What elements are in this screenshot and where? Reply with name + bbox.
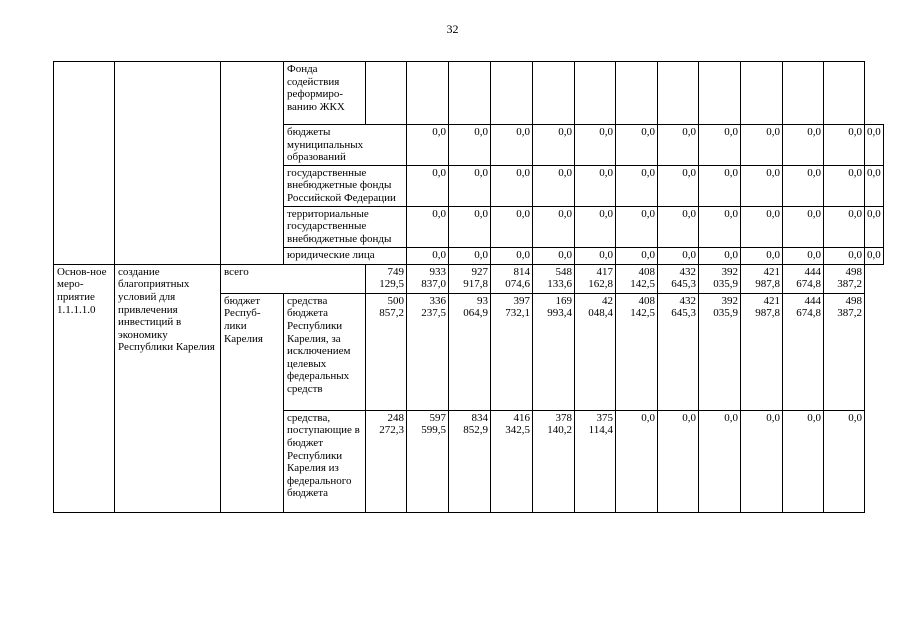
value-cell: 0,0 xyxy=(449,125,491,166)
source-label: средства бюджета Республики Карелия, за исключением целевых федеральных средств xyxy=(284,293,366,410)
value-cell: 0,0 xyxy=(824,410,865,512)
value-cell: 0,0 xyxy=(407,165,449,206)
value-cell: 0,0 xyxy=(616,206,658,247)
value-cell: 93 064,9 xyxy=(449,293,491,410)
value-cell: 416 342,5 xyxy=(491,410,533,512)
value-cell: 336 237,5 xyxy=(407,293,449,410)
value-cell: 0,0 xyxy=(741,125,783,166)
value-cell: 0,0 xyxy=(575,206,616,247)
value-cell: 421 987,8 xyxy=(741,264,783,293)
value-cell: 0,0 xyxy=(491,206,533,247)
source-label: бюджеты муниципальных образований xyxy=(284,125,407,166)
value-cell: 0,0 xyxy=(824,247,865,264)
value-cell xyxy=(741,62,783,125)
value-cell: 0,0 xyxy=(575,125,616,166)
value-cell: 432 645,3 xyxy=(658,264,699,293)
total-label: всего xyxy=(221,264,366,293)
value-cell: 927 917,8 xyxy=(449,264,491,293)
value-cell: 42 048,4 xyxy=(575,293,616,410)
value-cell: 0,0 xyxy=(533,247,575,264)
value-cell: 0,0 xyxy=(449,206,491,247)
value-cell: 498 387,2 xyxy=(824,293,865,410)
value-cell: 0,0 xyxy=(824,206,865,247)
value-cell: 0,0 xyxy=(491,165,533,206)
value-cell: 0,0 xyxy=(699,125,741,166)
value-cell: 0,0 xyxy=(783,125,824,166)
value-cell: 375 114,4 xyxy=(575,410,616,512)
source-group-cell-blank xyxy=(221,62,284,265)
value-cell: 0,0 xyxy=(616,410,658,512)
status-cell-blank xyxy=(54,62,115,265)
page-number: 32 xyxy=(446,22,459,36)
value-cell: 0,0 xyxy=(865,247,884,264)
value-cell: 0,0 xyxy=(658,206,699,247)
value-cell xyxy=(449,62,491,125)
value-cell: 432 645,3 xyxy=(658,293,699,410)
table-row-fund-housing xyxy=(54,62,884,125)
value-cell: 0,0 xyxy=(741,410,783,512)
value-cell: 548 133,6 xyxy=(533,264,575,293)
value-cell: 498 387,2 xyxy=(824,264,865,293)
value-cell: 0,0 xyxy=(658,247,699,264)
value-cell: 0,0 xyxy=(533,125,575,166)
value-cell: 0,0 xyxy=(407,206,449,247)
value-cell: 0,0 xyxy=(575,165,616,206)
value-cell: 417 162,8 xyxy=(575,264,616,293)
source-label: государственные внебюджетные фонды Российской Федерации xyxy=(284,165,407,206)
value-cell: 0,0 xyxy=(783,206,824,247)
value-cell xyxy=(491,62,533,125)
value-cell: 0,0 xyxy=(491,247,533,264)
value-cell: 0,0 xyxy=(865,125,884,166)
value-cell: 0,0 xyxy=(783,247,824,264)
value-cell: 0,0 xyxy=(741,247,783,264)
value-cell: 408 142,5 xyxy=(616,293,658,410)
value-cell: 378 140,2 xyxy=(533,410,575,512)
value-cell: 933 837,0 xyxy=(407,264,449,293)
value-cell: 0,0 xyxy=(449,165,491,206)
value-cell: 0,0 xyxy=(865,165,884,206)
value-cell: 0,0 xyxy=(575,247,616,264)
value-cell: 597 599,5 xyxy=(407,410,449,512)
value-cell: 0,0 xyxy=(449,247,491,264)
value-cell: 0,0 xyxy=(699,247,741,264)
activity-status-cell: Основ-ное меро-приятие 1.1.1.1.0 xyxy=(54,264,115,512)
value-cell: 392 035,9 xyxy=(699,293,741,410)
value-cell: 0,0 xyxy=(407,125,449,166)
value-cell: 0,0 xyxy=(865,206,884,247)
value-cell xyxy=(616,62,658,125)
value-cell: 0,0 xyxy=(616,165,658,206)
value-cell: 0,0 xyxy=(741,206,783,247)
value-cell: 248 272,3 xyxy=(366,410,407,512)
value-cell: 0,0 xyxy=(533,206,575,247)
value-cell: 0,0 xyxy=(491,125,533,166)
value-cell: 0,0 xyxy=(783,165,824,206)
value-cell: 0,0 xyxy=(533,165,575,206)
value-cell: 0,0 xyxy=(616,247,658,264)
value-cell xyxy=(699,62,741,125)
value-cell: 500 857,2 xyxy=(366,293,407,410)
value-cell: 444 674,8 xyxy=(783,293,824,410)
value-cell: 392 035,9 xyxy=(699,264,741,293)
value-cell: 421 987,8 xyxy=(741,293,783,410)
value-cell xyxy=(575,62,616,125)
value-cell xyxy=(824,62,865,125)
value-cell: 0,0 xyxy=(658,125,699,166)
value-cell: 0,0 xyxy=(824,125,865,166)
value-cell: 397 732,1 xyxy=(491,293,533,410)
value-cell: 0,0 xyxy=(741,165,783,206)
budget-group-label: бюджет Респуб-лики Карелия xyxy=(221,293,284,512)
value-cell xyxy=(533,62,575,125)
value-cell: 0,0 xyxy=(824,165,865,206)
value-cell xyxy=(366,62,407,125)
value-cell: 0,0 xyxy=(407,247,449,264)
value-cell: 169 993,4 xyxy=(533,293,575,410)
value-cell xyxy=(783,62,824,125)
value-cell: 0,0 xyxy=(616,125,658,166)
value-cell xyxy=(407,62,449,125)
value-cell: 0,0 xyxy=(699,410,741,512)
value-cell: 0,0 xyxy=(783,410,824,512)
value-cell: 749 129,5 xyxy=(366,264,407,293)
value-cell: 0,0 xyxy=(658,165,699,206)
source-label: средства, поступающие в бюджет Республики Карелия из федерального бюджета xyxy=(284,410,366,512)
value-cell: 0,0 xyxy=(699,165,741,206)
name-cell-blank xyxy=(115,62,221,265)
value-cell xyxy=(658,62,699,125)
table-row-total xyxy=(54,264,884,293)
value-cell: 814 074,6 xyxy=(491,264,533,293)
activity-name-cell: создание благоприятных условий для привлечения инвестиций в экономику Республики Карелия xyxy=(115,264,221,512)
value-cell: 0,0 xyxy=(658,410,699,512)
budget-table xyxy=(53,61,884,513)
value-cell: 408 142,5 xyxy=(616,264,658,293)
source-label: юридические лица xyxy=(284,247,407,264)
source-label: территориальные государственные внебюджетные фонды xyxy=(284,206,407,247)
value-cell: 834 852,9 xyxy=(449,410,491,512)
value-cell: 0,0 xyxy=(699,206,741,247)
source-label: Фонда содействия реформиро-ванию ЖКХ xyxy=(284,62,366,125)
value-cell: 444 674,8 xyxy=(783,264,824,293)
